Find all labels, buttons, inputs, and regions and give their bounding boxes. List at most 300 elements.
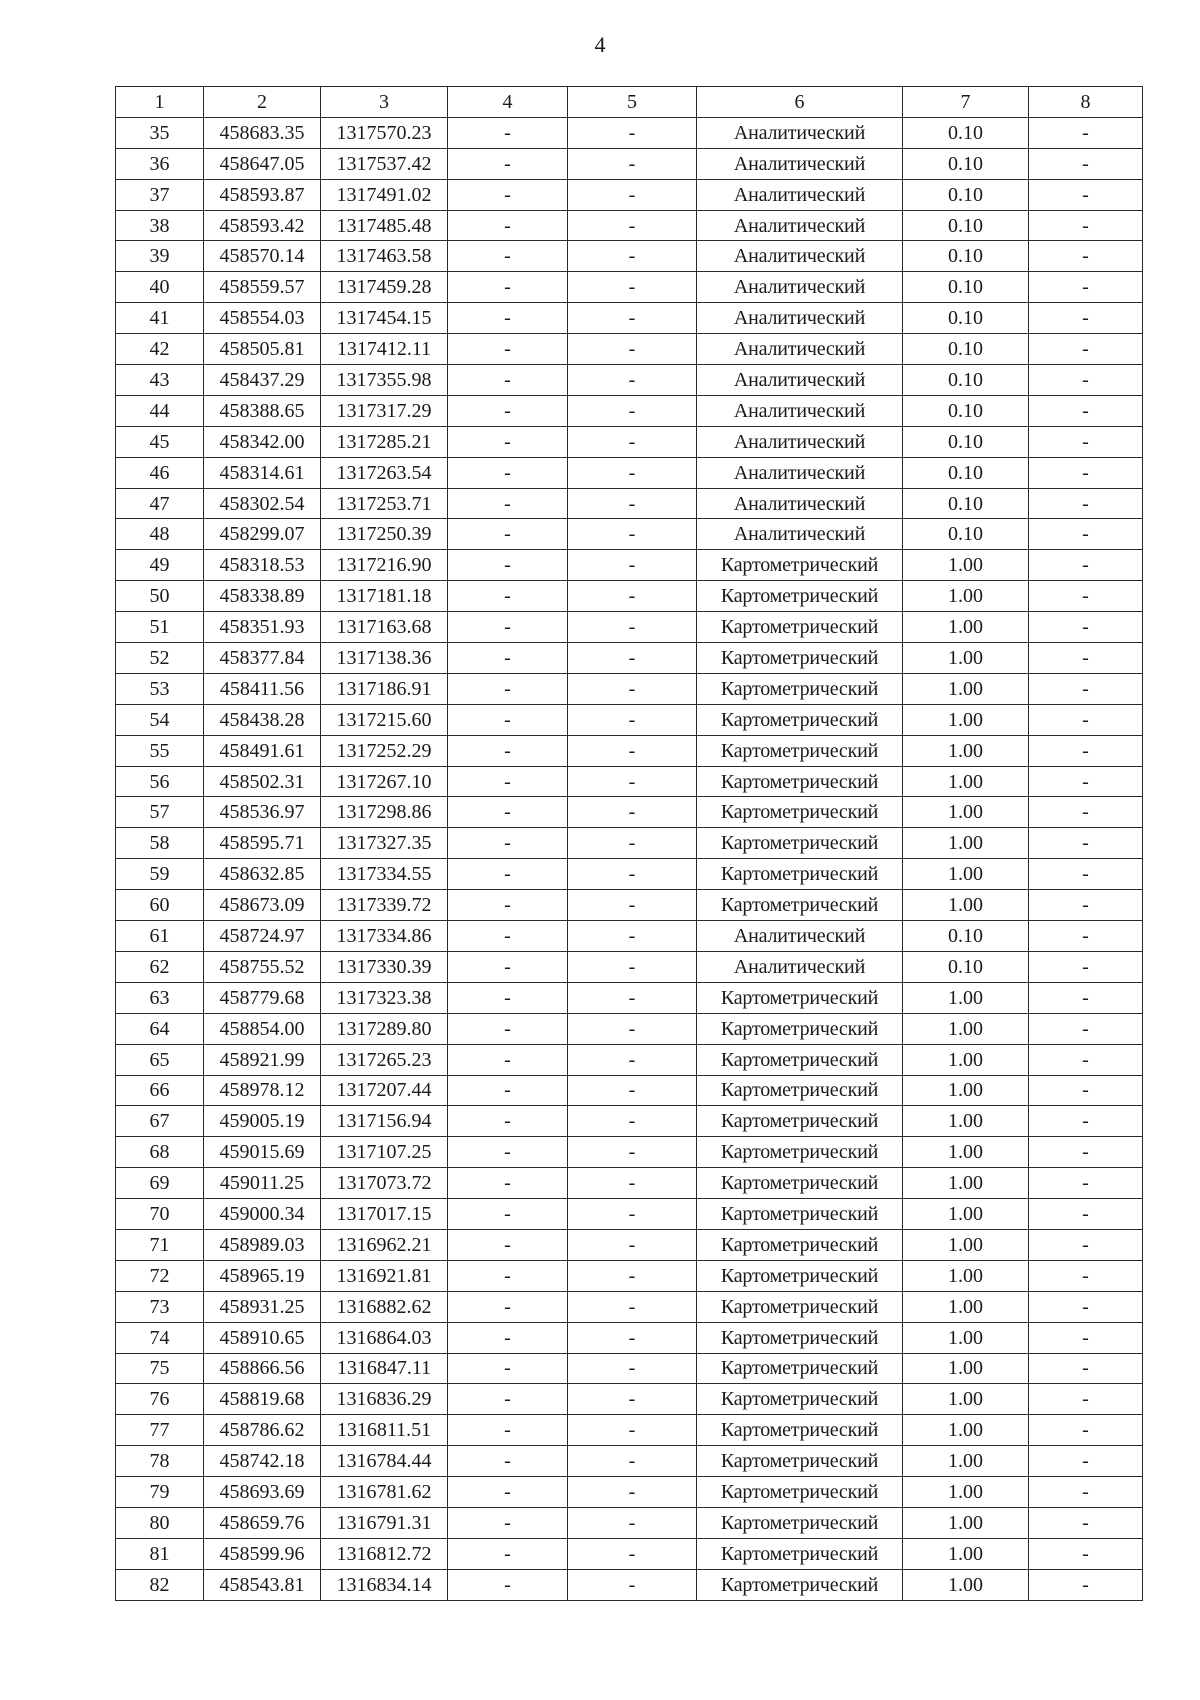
x-coordinate-cell: 458819.68 <box>204 1384 321 1415</box>
x-coordinate-cell: 458437.29 <box>204 365 321 396</box>
column-8-cell: - <box>1029 272 1143 303</box>
column-8-cell: - <box>1029 735 1143 766</box>
table-row <box>116 951 1143 982</box>
x-coordinate-cell: 459015.69 <box>204 1137 321 1168</box>
table-row <box>116 1168 1143 1199</box>
column-5-cell: - <box>568 365 697 396</box>
point-number-cell: 62 <box>116 951 204 982</box>
column-header: 4 <box>448 87 568 118</box>
accuracy-cell: 0.10 <box>903 457 1029 488</box>
column-5-cell: - <box>568 643 697 674</box>
point-number-cell: 55 <box>116 735 204 766</box>
accuracy-cell: 1.00 <box>903 1199 1029 1230</box>
point-number-cell: 53 <box>116 673 204 704</box>
y-coordinate-cell: 1317186.91 <box>321 673 448 704</box>
x-coordinate-cell: 458543.81 <box>204 1569 321 1600</box>
y-coordinate-cell: 1317073.72 <box>321 1168 448 1199</box>
column-5-cell: - <box>568 1075 697 1106</box>
table-row <box>116 241 1143 272</box>
x-coordinate-cell: 458673.09 <box>204 890 321 921</box>
table-row <box>116 673 1143 704</box>
point-number-cell: 73 <box>116 1291 204 1322</box>
table-row <box>116 735 1143 766</box>
y-coordinate-cell: 1317334.86 <box>321 921 448 952</box>
accuracy-cell: 1.00 <box>903 1168 1029 1199</box>
point-number-cell: 44 <box>116 395 204 426</box>
column-5-cell: - <box>568 704 697 735</box>
method-cell: Картометрический <box>697 612 903 643</box>
accuracy-cell: 1.00 <box>903 704 1029 735</box>
y-coordinate-cell: 1317107.25 <box>321 1137 448 1168</box>
column-4-cell: - <box>448 395 568 426</box>
method-cell: Картометрический <box>697 1199 903 1230</box>
point-number-cell: 54 <box>116 704 204 735</box>
column-5-cell: - <box>568 303 697 334</box>
y-coordinate-cell: 1317252.29 <box>321 735 448 766</box>
point-number-cell: 70 <box>116 1199 204 1230</box>
column-8-cell: - <box>1029 365 1143 396</box>
column-5-cell: - <box>568 735 697 766</box>
column-4-cell: - <box>448 581 568 612</box>
column-4-cell: - <box>448 982 568 1013</box>
table-row <box>116 550 1143 581</box>
column-header: 5 <box>568 87 697 118</box>
accuracy-cell: 0.10 <box>903 334 1029 365</box>
point-number-cell: 75 <box>116 1353 204 1384</box>
accuracy-cell: 0.10 <box>903 488 1029 519</box>
x-coordinate-cell: 458599.96 <box>204 1538 321 1569</box>
x-coordinate-cell: 458647.05 <box>204 148 321 179</box>
column-5-cell: - <box>568 117 697 148</box>
column-5-cell: - <box>568 1260 697 1291</box>
point-number-cell: 77 <box>116 1415 204 1446</box>
column-8-cell: - <box>1029 1477 1143 1508</box>
y-coordinate-cell: 1316882.62 <box>321 1291 448 1322</box>
accuracy-cell: 1.00 <box>903 890 1029 921</box>
point-number-cell: 80 <box>116 1507 204 1538</box>
method-cell: Картометрический <box>697 1291 903 1322</box>
accuracy-cell: 1.00 <box>903 550 1029 581</box>
method-cell: Картометрический <box>697 550 903 581</box>
method-cell: Картометрический <box>697 1507 903 1538</box>
x-coordinate-cell: 458989.03 <box>204 1229 321 1260</box>
column-8-cell: - <box>1029 334 1143 365</box>
x-coordinate-cell: 458921.99 <box>204 1044 321 1075</box>
column-5-cell: - <box>568 1569 697 1600</box>
column-5-cell: - <box>568 1199 697 1230</box>
accuracy-cell: 0.10 <box>903 951 1029 982</box>
column-5-cell: - <box>568 1137 697 1168</box>
column-5-cell: - <box>568 1291 697 1322</box>
method-cell: Картометрический <box>697 1569 903 1600</box>
table-row <box>116 797 1143 828</box>
table-row <box>116 643 1143 674</box>
accuracy-cell: 1.00 <box>903 1229 1029 1260</box>
accuracy-cell: 1.00 <box>903 1477 1029 1508</box>
method-cell: Картометрический <box>697 1260 903 1291</box>
column-5-cell: - <box>568 1229 697 1260</box>
column-5-cell: - <box>568 210 697 241</box>
column-5-cell: - <box>568 1106 697 1137</box>
x-coordinate-cell: 458554.03 <box>204 303 321 334</box>
column-5-cell: - <box>568 1415 697 1446</box>
column-8-cell: - <box>1029 179 1143 210</box>
x-coordinate-cell: 458755.52 <box>204 951 321 982</box>
point-number-cell: 56 <box>116 766 204 797</box>
point-number-cell: 51 <box>116 612 204 643</box>
column-5-cell: - <box>568 1446 697 1477</box>
point-number-cell: 36 <box>116 148 204 179</box>
column-8-cell: - <box>1029 210 1143 241</box>
column-8-cell: - <box>1029 148 1143 179</box>
y-coordinate-cell: 1317265.23 <box>321 1044 448 1075</box>
point-number-cell: 63 <box>116 982 204 1013</box>
column-header: 8 <box>1029 87 1143 118</box>
column-8-cell: - <box>1029 457 1143 488</box>
method-cell: Картометрический <box>697 581 903 612</box>
column-8-cell: - <box>1029 612 1143 643</box>
column-header: 3 <box>321 87 448 118</box>
column-8-cell: - <box>1029 1538 1143 1569</box>
column-4-cell: - <box>448 1384 568 1415</box>
column-4-cell: - <box>448 673 568 704</box>
x-coordinate-cell: 459011.25 <box>204 1168 321 1199</box>
point-number-cell: 76 <box>116 1384 204 1415</box>
table-row <box>116 1569 1143 1600</box>
column-8-cell: - <box>1029 828 1143 859</box>
table-row <box>116 1446 1143 1477</box>
table-row <box>116 1415 1143 1446</box>
method-cell: Картометрический <box>697 1538 903 1569</box>
table-row <box>116 334 1143 365</box>
y-coordinate-cell: 1317570.23 <box>321 117 448 148</box>
table-row <box>116 1013 1143 1044</box>
method-cell: Аналитический <box>697 395 903 426</box>
x-coordinate-cell: 459005.19 <box>204 1106 321 1137</box>
point-number-cell: 43 <box>116 365 204 396</box>
column-8-cell: - <box>1029 1446 1143 1477</box>
column-5-cell: - <box>568 1322 697 1353</box>
x-coordinate-cell: 458693.69 <box>204 1477 321 1508</box>
y-coordinate-cell: 1317250.39 <box>321 519 448 550</box>
page-number: 4 <box>594 32 606 57</box>
column-8-cell: - <box>1029 1044 1143 1075</box>
column-8-cell: - <box>1029 550 1143 581</box>
column-5-cell: - <box>568 797 697 828</box>
column-5-cell: - <box>568 890 697 921</box>
y-coordinate-cell: 1316847.11 <box>321 1353 448 1384</box>
method-cell: Картометрический <box>697 1477 903 1508</box>
column-header: 1 <box>116 87 204 118</box>
column-8-cell: - <box>1029 1353 1143 1384</box>
accuracy-cell: 0.10 <box>903 272 1029 303</box>
x-coordinate-cell: 458593.42 <box>204 210 321 241</box>
accuracy-cell: 0.10 <box>903 426 1029 457</box>
method-cell: Картометрический <box>697 1446 903 1477</box>
table-row <box>116 890 1143 921</box>
y-coordinate-cell: 1317330.39 <box>321 951 448 982</box>
y-coordinate-cell: 1317216.90 <box>321 550 448 581</box>
column-4-cell: - <box>448 1260 568 1291</box>
column-5-cell: - <box>568 148 697 179</box>
table-row <box>116 1291 1143 1322</box>
column-5-cell: - <box>568 1044 697 1075</box>
accuracy-cell: 1.00 <box>903 1044 1029 1075</box>
x-coordinate-cell: 458388.65 <box>204 395 321 426</box>
table-row <box>116 1229 1143 1260</box>
column-4-cell: - <box>448 210 568 241</box>
method-cell: Аналитический <box>697 457 903 488</box>
point-number-cell: 65 <box>116 1044 204 1075</box>
column-4-cell: - <box>448 766 568 797</box>
accuracy-cell: 1.00 <box>903 581 1029 612</box>
column-4-cell: - <box>448 1415 568 1446</box>
accuracy-cell: 0.10 <box>903 921 1029 952</box>
column-4-cell: - <box>448 612 568 643</box>
column-5-cell: - <box>568 982 697 1013</box>
column-8-cell: - <box>1029 766 1143 797</box>
x-coordinate-cell: 458342.00 <box>204 426 321 457</box>
table-row <box>116 179 1143 210</box>
column-8-cell: - <box>1029 581 1143 612</box>
accuracy-cell: 0.10 <box>903 395 1029 426</box>
column-4-cell: - <box>448 334 568 365</box>
column-5-cell: - <box>568 395 697 426</box>
column-4-cell: - <box>448 1199 568 1230</box>
y-coordinate-cell: 1316962.21 <box>321 1229 448 1260</box>
point-number-cell: 41 <box>116 303 204 334</box>
column-4-cell: - <box>448 1477 568 1508</box>
accuracy-cell: 1.00 <box>903 673 1029 704</box>
column-5-cell: - <box>568 612 697 643</box>
table-row <box>116 1322 1143 1353</box>
column-8-cell: - <box>1029 519 1143 550</box>
accuracy-cell: 1.00 <box>903 1013 1029 1044</box>
column-5-cell: - <box>568 488 697 519</box>
point-number-cell: 68 <box>116 1137 204 1168</box>
method-cell: Картометрический <box>697 643 903 674</box>
column-4-cell: - <box>448 1013 568 1044</box>
accuracy-cell: 1.00 <box>903 828 1029 859</box>
y-coordinate-cell: 1317334.55 <box>321 859 448 890</box>
x-coordinate-cell: 458854.00 <box>204 1013 321 1044</box>
y-coordinate-cell: 1316836.29 <box>321 1384 448 1415</box>
column-8-cell: - <box>1029 303 1143 334</box>
y-coordinate-cell: 1317253.71 <box>321 488 448 519</box>
method-cell: Аналитический <box>697 519 903 550</box>
accuracy-cell: 1.00 <box>903 1137 1029 1168</box>
accuracy-cell: 0.10 <box>903 210 1029 241</box>
point-number-cell: 57 <box>116 797 204 828</box>
method-cell: Аналитический <box>697 179 903 210</box>
y-coordinate-cell: 1317537.42 <box>321 148 448 179</box>
y-coordinate-cell: 1316834.14 <box>321 1569 448 1600</box>
column-4-cell: - <box>448 1044 568 1075</box>
table-body <box>116 117 1143 1600</box>
column-8-cell: - <box>1029 1229 1143 1260</box>
point-number-cell: 45 <box>116 426 204 457</box>
x-coordinate-cell: 458742.18 <box>204 1446 321 1477</box>
column-4-cell: - <box>448 179 568 210</box>
column-5-cell: - <box>568 766 697 797</box>
method-cell: Аналитический <box>697 117 903 148</box>
method-cell: Картометрический <box>697 1229 903 1260</box>
y-coordinate-cell: 1317138.36 <box>321 643 448 674</box>
column-4-cell: - <box>448 1291 568 1322</box>
y-coordinate-cell: 1317267.10 <box>321 766 448 797</box>
point-number-cell: 52 <box>116 643 204 674</box>
table-row <box>116 1384 1143 1415</box>
table-row <box>116 395 1143 426</box>
column-8-cell: - <box>1029 797 1143 828</box>
column-header: 7 <box>903 87 1029 118</box>
method-cell: Аналитический <box>697 488 903 519</box>
accuracy-cell: 1.00 <box>903 1353 1029 1384</box>
column-5-cell: - <box>568 1353 697 1384</box>
column-8-cell: - <box>1029 1013 1143 1044</box>
accuracy-cell: 1.00 <box>903 612 1029 643</box>
method-cell: Картометрический <box>697 1168 903 1199</box>
method-cell: Картометрический <box>697 797 903 828</box>
x-coordinate-cell: 458931.25 <box>204 1291 321 1322</box>
column-4-cell: - <box>448 1106 568 1137</box>
table-row <box>116 519 1143 550</box>
column-header: 2 <box>204 87 321 118</box>
point-number-cell: 42 <box>116 334 204 365</box>
table-row <box>116 1353 1143 1384</box>
table-row <box>116 921 1143 952</box>
y-coordinate-cell: 1317263.54 <box>321 457 448 488</box>
accuracy-cell: 1.00 <box>903 735 1029 766</box>
table-row <box>116 1477 1143 1508</box>
method-cell: Картометрический <box>697 1106 903 1137</box>
x-coordinate-cell: 458570.14 <box>204 241 321 272</box>
x-coordinate-cell: 458299.07 <box>204 519 321 550</box>
accuracy-cell: 1.00 <box>903 766 1029 797</box>
method-cell: Аналитический <box>697 334 903 365</box>
x-coordinate-cell: 458314.61 <box>204 457 321 488</box>
column-8-cell: - <box>1029 1075 1143 1106</box>
column-8-cell: - <box>1029 1384 1143 1415</box>
table-row <box>116 612 1143 643</box>
column-8-cell: - <box>1029 1106 1143 1137</box>
column-8-cell: - <box>1029 890 1143 921</box>
y-coordinate-cell: 1316791.31 <box>321 1507 448 1538</box>
method-cell: Картометрический <box>697 982 903 1013</box>
column-8-cell: - <box>1029 1168 1143 1199</box>
column-4-cell: - <box>448 488 568 519</box>
method-cell: Аналитический <box>697 241 903 272</box>
column-4-cell: - <box>448 735 568 766</box>
column-8-cell: - <box>1029 488 1143 519</box>
point-number-cell: 82 <box>116 1569 204 1600</box>
y-coordinate-cell: 1316811.51 <box>321 1415 448 1446</box>
table-row <box>116 581 1143 612</box>
table-row <box>116 704 1143 735</box>
table-row <box>116 272 1143 303</box>
table-row <box>116 1507 1143 1538</box>
point-number-cell: 71 <box>116 1229 204 1260</box>
column-4-cell: - <box>448 272 568 303</box>
method-cell: Аналитический <box>697 272 903 303</box>
table-row <box>116 982 1143 1013</box>
table-row <box>116 303 1143 334</box>
y-coordinate-cell: 1317181.18 <box>321 581 448 612</box>
method-cell: Картометрический <box>697 1044 903 1075</box>
table-row <box>116 859 1143 890</box>
table-row <box>116 1044 1143 1075</box>
x-coordinate-cell: 458724.97 <box>204 921 321 952</box>
point-number-cell: 74 <box>116 1322 204 1353</box>
column-5-cell: - <box>568 828 697 859</box>
x-coordinate-cell: 458338.89 <box>204 581 321 612</box>
x-coordinate-cell: 458632.85 <box>204 859 321 890</box>
accuracy-cell: 1.00 <box>903 1260 1029 1291</box>
accuracy-cell: 0.10 <box>903 117 1029 148</box>
x-coordinate-cell: 458491.61 <box>204 735 321 766</box>
y-coordinate-cell: 1317412.11 <box>321 334 448 365</box>
method-cell: Картометрический <box>697 735 903 766</box>
column-8-cell: - <box>1029 117 1143 148</box>
point-number-cell: 46 <box>116 457 204 488</box>
y-coordinate-cell: 1316781.62 <box>321 1477 448 1508</box>
x-coordinate-cell: 458866.56 <box>204 1353 321 1384</box>
column-4-cell: - <box>448 1168 568 1199</box>
accuracy-cell: 1.00 <box>903 1446 1029 1477</box>
y-coordinate-cell: 1316921.81 <box>321 1260 448 1291</box>
column-4-cell: - <box>448 1507 568 1538</box>
column-5-cell: - <box>568 859 697 890</box>
column-8-cell: - <box>1029 673 1143 704</box>
y-coordinate-cell: 1317215.60 <box>321 704 448 735</box>
table-row <box>116 365 1143 396</box>
accuracy-cell: 1.00 <box>903 1569 1029 1600</box>
point-number-cell: 64 <box>116 1013 204 1044</box>
column-5-cell: - <box>568 272 697 303</box>
point-number-cell: 72 <box>116 1260 204 1291</box>
method-cell: Картометрический <box>697 766 903 797</box>
x-coordinate-cell: 458438.28 <box>204 704 321 735</box>
point-number-cell: 49 <box>116 550 204 581</box>
point-number-cell: 67 <box>116 1106 204 1137</box>
accuracy-cell: 1.00 <box>903 1291 1029 1322</box>
y-coordinate-cell: 1316864.03 <box>321 1322 448 1353</box>
column-8-cell: - <box>1029 982 1143 1013</box>
column-4-cell: - <box>448 951 568 982</box>
method-cell: Картометрический <box>697 1322 903 1353</box>
column-5-cell: - <box>568 921 697 952</box>
method-cell: Аналитический <box>697 365 903 396</box>
y-coordinate-cell: 1317454.15 <box>321 303 448 334</box>
y-coordinate-cell: 1317017.15 <box>321 1199 448 1230</box>
x-coordinate-cell: 458502.31 <box>204 766 321 797</box>
column-5-cell: - <box>568 334 697 365</box>
x-coordinate-cell: 458411.56 <box>204 673 321 704</box>
method-cell: Аналитический <box>697 921 903 952</box>
column-8-cell: - <box>1029 395 1143 426</box>
x-coordinate-cell: 458593.87 <box>204 179 321 210</box>
x-coordinate-cell: 458965.19 <box>204 1260 321 1291</box>
x-coordinate-cell: 458779.68 <box>204 982 321 1013</box>
y-coordinate-cell: 1317463.58 <box>321 241 448 272</box>
table-row <box>116 148 1143 179</box>
column-4-cell: - <box>448 365 568 396</box>
column-4-cell: - <box>448 457 568 488</box>
point-number-cell: 61 <box>116 921 204 952</box>
y-coordinate-cell: 1317355.98 <box>321 365 448 396</box>
y-coordinate-cell: 1317298.86 <box>321 797 448 828</box>
point-number-cell: 40 <box>116 272 204 303</box>
